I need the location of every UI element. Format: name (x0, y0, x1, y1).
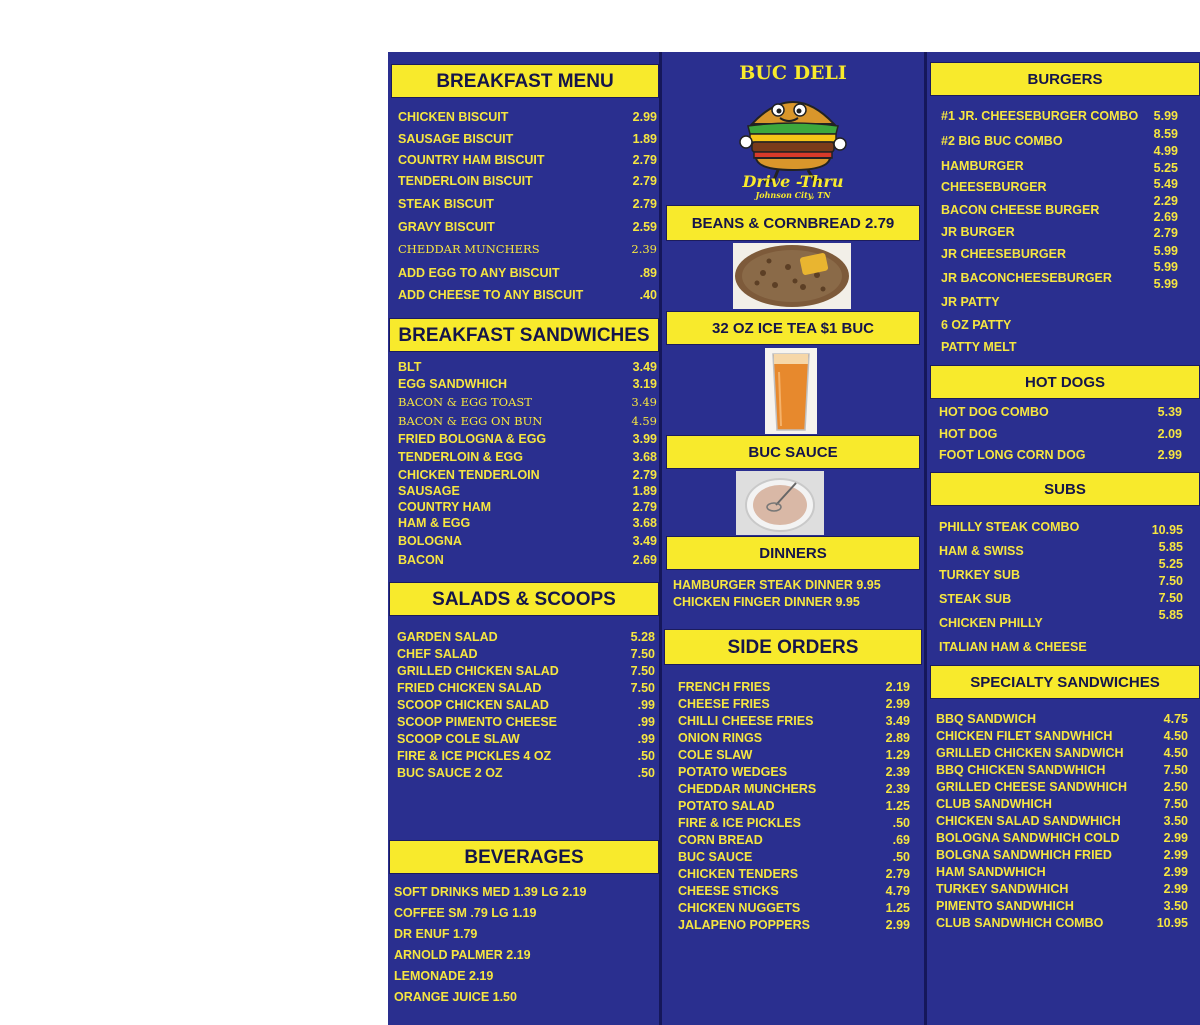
menu-item (678, 918, 911, 932)
menu-item-name: BOLGNA SANDWHICH FRIED (936, 848, 1112, 862)
menu-item-price: .99 (637, 698, 655, 712)
menu-item-name: BBQ SANDWICH (936, 712, 1036, 726)
menu-item-price: 2.79 (632, 153, 657, 167)
menu-item-name: COLE SLAW (678, 748, 753, 762)
menu-item-name: HAM SANDWHICH (936, 865, 1046, 879)
menu-item (939, 405, 1182, 419)
menu-item: PHILLY STEAK COMBO (939, 520, 1080, 534)
ice-tea-header: 32 OZ ICE TEA $1 BUC (666, 311, 920, 345)
menu-item-price: 2.89 (885, 731, 910, 745)
menu-item: JR CHEESEBURGER (941, 247, 1067, 261)
menu-item (678, 680, 911, 694)
menu-item-name: BUC SAUCE (678, 850, 753, 864)
menu-item-name: CHICKEN TENDERLOIN (398, 468, 540, 482)
menu-item-name: HOT DOG (939, 427, 998, 441)
menu-item-price: 3.68 (632, 450, 657, 464)
menu-item-price: .50 (892, 816, 910, 830)
menu-item-name: CORN BREAD (678, 833, 763, 847)
menu-item (936, 746, 1188, 760)
logo-title: BUC DELI (739, 62, 847, 84)
menu-item-price: 10.95 (1156, 916, 1188, 930)
menu-item (678, 816, 911, 830)
menu-item (936, 831, 1188, 845)
menu-item (398, 414, 657, 428)
menu-item-price: 3.49 (885, 714, 910, 728)
menu-item-name: TENDERLOIN BISCUIT (398, 174, 533, 188)
menu-item-price: 4.99 (1153, 144, 1178, 158)
menu-item-name: SCOOP PIMENTO CHEESE (397, 715, 557, 729)
menu-item-name: GRILLED CHICKEN SALAD (397, 664, 559, 678)
menu-item-name: FRIED CHICKEN SALAD (397, 681, 542, 695)
menu-item-price: 4.59 (631, 414, 657, 428)
menu-item: JR BURGER (941, 225, 1015, 239)
menu-item-price: .50 (637, 766, 655, 780)
menu-item-price: 2.09 (1157, 427, 1182, 441)
menu-item: 6 OZ PATTY (941, 318, 1012, 332)
menu-item: TURKEY SUB (939, 568, 1021, 582)
menu-item-name: FRENCH FRIES (678, 680, 771, 694)
menu-item-price: 5.99 (1153, 277, 1178, 291)
menu-item-price: 7.50 (630, 647, 655, 661)
menu-item-price: 2.99 (1163, 831, 1188, 845)
menu-item-price: 5.99 (1153, 260, 1178, 274)
menu-item-name: BLT (398, 360, 422, 374)
menu-item (398, 153, 657, 167)
buc-sauce-image (736, 471, 824, 535)
menu-item (398, 377, 657, 391)
menu-item-price: 7.50 (1163, 797, 1188, 811)
menu-item (936, 848, 1188, 862)
menu-item-name: CHEDDAR MUNCHERS (678, 782, 817, 796)
menu-item-name: BACON & EGG ON BUN (398, 414, 543, 428)
menu-item-name: STEAK BISCUIT (398, 197, 494, 211)
subs-header: SUBS (930, 472, 1200, 506)
menu-item: LEMONADE 2.19 (394, 969, 494, 983)
dinner-item: CHICKEN FINGER DINNER 9.95 (673, 595, 860, 609)
menu-item (397, 698, 657, 712)
dinner-item: HAMBURGER STEAK DINNER 9.95 (673, 578, 881, 592)
hot-dogs-header: HOT DOGS (930, 365, 1200, 399)
menu-item-name: BACON (398, 553, 444, 567)
menu-item-price: 2.79 (632, 468, 657, 482)
menu-item (397, 749, 657, 763)
menu-item (936, 882, 1188, 896)
menu-item-name: CHEF SALAD (397, 647, 478, 661)
menu-item-price: 2.79 (885, 867, 910, 881)
menu-item-name: BOLOGNA (398, 534, 462, 548)
menu-item-name: SCOOP CHICKEN SALAD (397, 698, 549, 712)
menu-item-price: 4.75 (1163, 712, 1188, 726)
menu-item (397, 766, 657, 780)
menu-item (936, 899, 1188, 913)
menu-item-price: 1.25 (885, 901, 910, 915)
menu-item (398, 288, 657, 302)
menu-item (398, 484, 657, 498)
menu-item-name: ADD CHEESE TO ANY BISCUIT (398, 288, 584, 302)
menu-item-price: 5.28 (630, 630, 655, 644)
logo-drive-thru: Drive -Thru (742, 172, 844, 191)
menu-item-price: 3.49 (632, 360, 657, 374)
menu-item-price: 5.85 (1158, 540, 1183, 554)
menu-item: HAMBURGER (941, 159, 1024, 173)
menu-item-price: 1.29 (885, 748, 910, 762)
menu-item-price: 10.95 (1151, 523, 1183, 537)
menu-item: BACON CHEESE BURGER (941, 203, 1100, 217)
menu-item-price: 2.39 (885, 782, 910, 796)
salads-header: SALADS & SCOOPS (389, 582, 659, 616)
menu-item-name: COUNTRY HAM (398, 500, 492, 514)
menu-item-name: GRILLED CHEESE SANDWHICH (936, 780, 1127, 794)
menu-item (398, 360, 657, 374)
menu-item (398, 395, 657, 409)
menu-item-price: 2.69 (632, 553, 657, 567)
menu-item-name: HAM & EGG (398, 516, 471, 530)
menu-item (678, 799, 911, 813)
menu-item (936, 814, 1188, 828)
menu-item-name: FOOT LONG CORN DOG (939, 448, 1086, 462)
menu-item: PATTY MELT (941, 340, 1017, 354)
menu-item-price: 3.99 (632, 432, 657, 446)
menu-item-price: 2.79 (632, 500, 657, 514)
menu-item-name: CHEESE FRIES (678, 697, 770, 711)
menu-item-price: 2.99 (1163, 882, 1188, 896)
breakfast-sandwiches-header: BREAKFAST SANDWICHES (389, 318, 659, 352)
menu-item: JR BACONCHEESEBURGER (941, 271, 1112, 285)
menu-item (398, 553, 657, 567)
menu-item (678, 731, 911, 745)
menu-item-name: HOT DOG COMBO (939, 405, 1049, 419)
menu-item: #1 JR. CHEESEBURGER COMBO (941, 109, 1139, 123)
menu-item (397, 681, 657, 695)
menu-item-name: BOLOGNA SANDWHICH COLD (936, 831, 1120, 845)
menu-item-price: 8.59 (1153, 127, 1178, 141)
menu-item-price: 7.50 (1158, 591, 1183, 605)
menu-item (397, 647, 657, 661)
menu-item: DR ENUF 1.79 (394, 927, 478, 941)
menu-item (678, 748, 911, 762)
menu-item-name: COUNTRY HAM BISCUIT (398, 153, 545, 167)
menu-item (939, 427, 1182, 441)
menu-item (397, 664, 657, 678)
menu-item (398, 534, 657, 548)
menu-item-name: TURKEY SANDWHICH (936, 882, 1069, 896)
menu-item-price: 2.79 (1153, 226, 1178, 240)
menu-item (678, 714, 911, 728)
burgers-header: BURGERS (930, 62, 1200, 96)
menu-item-name: ONION RINGS (678, 731, 763, 745)
menu-item (397, 715, 657, 729)
menu-item-name: POTATO SALAD (678, 799, 775, 813)
menu-item-name: CHICKEN BISCUIT (398, 110, 509, 124)
menu-item: CHICKEN PHILLY (939, 616, 1043, 630)
menu-item: ORANGE JUICE 1.50 (394, 990, 517, 1004)
menu-item (398, 110, 657, 124)
column-divider (924, 52, 927, 1025)
menu-item-price: 4.50 (1163, 746, 1188, 760)
side-orders-header: SIDE ORDERS (664, 629, 922, 665)
dinners-header: DINNERS (666, 536, 920, 570)
menu-item-price: 2.79 (632, 174, 657, 188)
menu-item-price: 3.68 (632, 516, 657, 530)
menu-item-name: GRILLED CHICKEN SANDWICH (936, 746, 1124, 760)
logo (662, 54, 924, 204)
menu-item-name: GRAVY BISCUIT (398, 220, 495, 234)
menu-item-price: 2.99 (885, 697, 910, 711)
menu-item (398, 197, 657, 211)
menu-item (939, 448, 1182, 462)
menu-item (678, 782, 911, 796)
menu-item (936, 780, 1188, 794)
menu-item-price: 2.39 (631, 242, 657, 256)
menu-item-price: 7.50 (1158, 574, 1183, 588)
menu-item (936, 916, 1188, 930)
beverages-header: BEVERAGES (389, 840, 659, 874)
menu-item-name: CHEESE STICKS (678, 884, 779, 898)
menu-item-name: FIRE & ICE PICKLES 4 OZ (397, 749, 552, 763)
menu-item (678, 833, 911, 847)
menu-item: COFFEE SM .79 LG 1.19 (394, 906, 537, 920)
menu-item (398, 132, 657, 146)
menu-item-price: 2.99 (1163, 848, 1188, 862)
menu-item-price: 5.85 (1158, 608, 1183, 622)
menu-item-price: 3.49 (632, 534, 657, 548)
menu-item-price: .50 (892, 850, 910, 864)
menu-item-price: 2.79 (632, 197, 657, 211)
ice-tea-image (765, 348, 817, 434)
menu-item-name: TENDERLOIN & EGG (398, 450, 524, 464)
menu-item-price: 4.79 (885, 884, 910, 898)
menu-item-name: EGG SANDWHICH (398, 377, 508, 391)
menu-item-price: 5.39 (1157, 405, 1182, 419)
menu-item (936, 797, 1188, 811)
menu-item-price: 2.39 (885, 765, 910, 779)
menu-item-price: .99 (637, 732, 655, 746)
menu-item-name: BBQ CHICKEN SANDWHICH (936, 763, 1106, 777)
menu-item-price: 2.99 (885, 918, 910, 932)
menu-item-name: CLUB SANDWHICH (936, 797, 1052, 811)
menu-item-price: 2.50 (1163, 780, 1188, 794)
menu-item-name: FRIED BOLOGNA & EGG (398, 432, 547, 446)
menu-item (397, 630, 657, 644)
menu-item-price: 2.99 (632, 110, 657, 124)
menu-item-price: 3.49 (631, 395, 657, 409)
menu-item: HAM & SWISS (939, 544, 1024, 558)
burger-mascot-logo (738, 84, 848, 184)
menu-item-name: CHICKEN NUGGETS (678, 901, 801, 915)
menu-item-price: 3.50 (1163, 899, 1188, 913)
menu-item (678, 867, 911, 881)
menu-item (398, 432, 657, 446)
menu-item-name: POTATO WEDGES (678, 765, 788, 779)
breakfast-menu-header: BREAKFAST MENU (391, 64, 659, 98)
menu-item-name: ADD EGG TO ANY BISCUIT (398, 266, 560, 280)
menu-item-price: .69 (892, 833, 910, 847)
menu-item-name: CHICKEN SALAD SANDWHICH (936, 814, 1121, 828)
menu-item (936, 865, 1188, 879)
menu-item-price: 2.99 (1157, 448, 1182, 462)
menu-item-price: 5.25 (1158, 557, 1183, 571)
menu-item (398, 174, 657, 188)
menu-item-price: 3.19 (632, 377, 657, 391)
menu-item-price: 2.29 (1153, 194, 1178, 208)
menu-item (398, 242, 657, 256)
menu-item-price: 2.69 (1153, 210, 1178, 224)
menu-item-price: 7.50 (630, 664, 655, 678)
specialty-sandwiches-header: SPECIALTY SANDWICHES (930, 665, 1200, 699)
menu-item-name: CHICKEN TENDERS (678, 867, 799, 881)
menu-item-name: BACON & EGG TOAST (398, 395, 532, 409)
menu-item-name: SCOOP COLE SLAW (397, 732, 520, 746)
menu-item-price: .89 (639, 266, 657, 280)
menu-item-name: CHEDDAR MUNCHERS (398, 242, 540, 256)
menu-item-name: CHICKEN FILET SANDWHICH (936, 729, 1113, 743)
menu-item-price: 4.50 (1163, 729, 1188, 743)
menu-item (398, 450, 657, 464)
menu-item-name: SAUSAGE (398, 484, 460, 498)
menu-item: CHEESEBURGER (941, 180, 1047, 194)
menu-item: ITALIAN HAM & CHEESE (939, 640, 1087, 654)
menu-item (936, 729, 1188, 743)
menu-item-price: .50 (637, 749, 655, 763)
menu-item-price: 1.25 (885, 799, 910, 813)
menu-item-name: CLUB SANDWHICH COMBO (936, 916, 1104, 930)
buc-sauce-header: BUC SAUCE (666, 435, 920, 469)
menu-item-name: FIRE & ICE PICKLES (678, 816, 801, 830)
menu-item (678, 901, 911, 915)
menu-item (678, 697, 911, 711)
menu-item: #2 BIG BUC COMBO (941, 134, 1063, 148)
menu-item-price: 5.99 (1153, 244, 1178, 258)
menu-item-name: CHILLI CHEESE FRIES (678, 714, 814, 728)
menu-item-price: 5.49 (1153, 177, 1178, 191)
menu-item (398, 468, 657, 482)
menu-item-price: 7.50 (630, 681, 655, 695)
menu-item-price: 2.99 (1163, 865, 1188, 879)
menu-item (398, 266, 657, 280)
menu-item-price: 3.50 (1163, 814, 1188, 828)
menu-item (936, 712, 1188, 726)
menu-item-price: 2.59 (632, 220, 657, 234)
menu-item (678, 884, 911, 898)
menu-item (398, 500, 657, 514)
menu-item: STEAK SUB (939, 592, 1012, 606)
menu-item-name: SAUSAGE BISCUIT (398, 132, 514, 146)
menu-item-name: PIMENTO SANDWHICH (936, 899, 1074, 913)
menu-item-price: 7.50 (1163, 763, 1188, 777)
logo-location: Johnson City, TN (755, 190, 831, 200)
menu-item-price: .99 (637, 715, 655, 729)
menu-item (397, 732, 657, 746)
menu-item: JR PATTY (941, 295, 1000, 309)
menu-item-name: GARDEN SALAD (397, 630, 498, 644)
menu-item-name: JALAPENO POPPERS (678, 918, 810, 932)
beans-cornbread-image (733, 243, 851, 309)
menu-item-price: 5.99 (1153, 109, 1178, 123)
menu-item (398, 220, 657, 234)
menu-item-name: BUC SAUCE 2 OZ (397, 766, 503, 780)
menu-item: ARNOLD PALMER 2.19 (394, 948, 531, 962)
menu-item (678, 850, 911, 864)
menu-item: SOFT DRINKS MED 1.39 LG 2.19 (394, 885, 587, 899)
beans-cornbread-header: BEANS & CORNBREAD 2.79 (666, 205, 920, 241)
menu-item (936, 763, 1188, 777)
menu-item (398, 516, 657, 530)
menu-item-price: 1.89 (632, 484, 657, 498)
menu-item-price: 5.25 (1153, 161, 1178, 175)
menu-item-price: .40 (639, 288, 657, 302)
menu-item-price: 1.89 (632, 132, 657, 146)
menu-item (678, 765, 911, 779)
menu-item-price: 2.19 (885, 680, 910, 694)
